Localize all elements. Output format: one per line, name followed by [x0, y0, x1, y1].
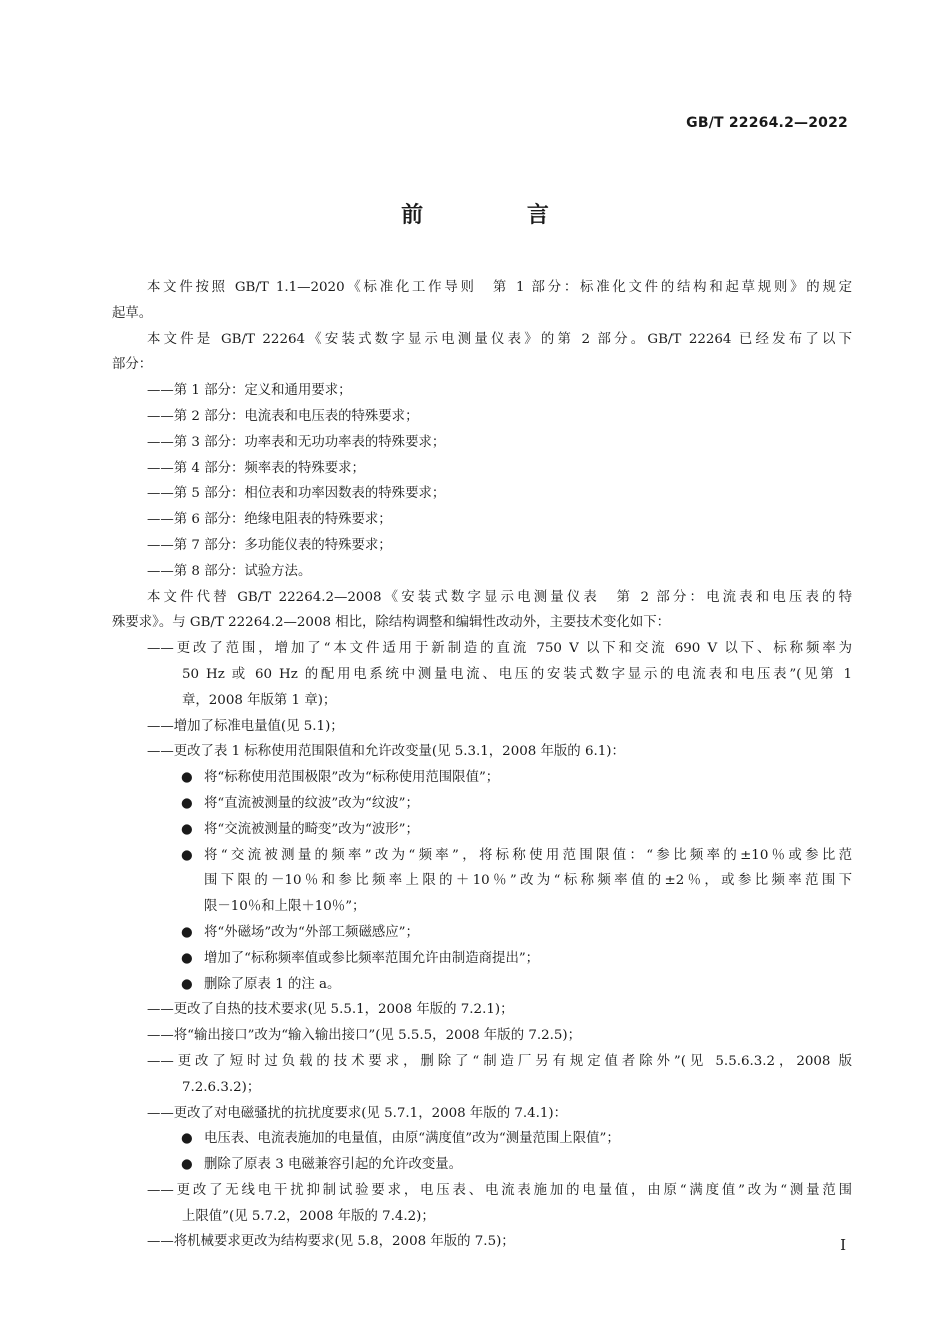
bullet-icon: ●: [181, 795, 193, 811]
bullet-text: 电压表、电流表施加的电量值，由原“满度值”改为“测量范围上限值”；: [204, 1131, 620, 1147]
bullet-text: 将“外磁场”改为“外部工频磁感应”；: [204, 924, 419, 940]
list-item: ——第 6 部分：绝缘电阻表的特殊要求；: [147, 512, 392, 528]
list-item: ——将“输出接口”改为“输入输出接口”(见 5.5.5，2008 年版的 7.2.5)；: [147, 1028, 582, 1044]
list-item: ——第 5 部分：相位表和功率因数表的特殊要求；: [147, 486, 446, 502]
bullet-item: [112, 1126, 852, 1152]
list-item: ——更改了无线电干扰抑制试验要求，电压表、电流表施加的电量值，由原“满度值”改为“测量范围: [147, 1182, 852, 1198]
paragraph-line: 殊要求》。与 GB/T 22264.2—2008 相比，除结构调整和编辑性改动外，主要技术变化如下：: [112, 615, 670, 631]
list-item: ——第 8 部分：试验方法。: [147, 563, 312, 579]
bullet-item: [112, 920, 852, 946]
bullet-icon: ●: [181, 1157, 193, 1173]
bullet-item: [112, 843, 852, 869]
bullet-text: 将“标称使用范围极限”改为“标称使用范围限值”；: [204, 770, 500, 786]
bullet-item: [112, 946, 852, 972]
list-item: ——第 3 部分：功率表和无功功率表的特殊要求；: [147, 434, 446, 450]
list-item-continuation: 上限值”(见 5.7.2，2008 年版的 7.4.2)；: [182, 1208, 435, 1224]
bullet-text: 增加了“标称频率值或参比频率范围允许由制造商提出”；: [204, 950, 540, 966]
bullet-icon: ●: [181, 847, 193, 863]
bullet-icon: ●: [181, 976, 193, 992]
list-item-continuation: 7.2.6.3.2)；: [182, 1079, 261, 1095]
paragraph-line: 本文件按照 GB/T 1.1—2020《标准化工作导则 第 1 部分：标准化文件的结构和起草规则》的规定: [147, 280, 852, 295]
bullet-icon: ●: [181, 924, 193, 940]
bullet-item: [112, 791, 852, 817]
list-item: ——第 4 部分：频率表的特殊要求；: [147, 460, 365, 476]
list-item: ——增加了标准电量值(见 5.1)；: [147, 718, 344, 734]
page-title: 前 言: [401, 203, 597, 228]
list-item: ——更改了自热的技术要求(见 5.5.1，2008 年版的 7.2.1)；: [147, 1002, 514, 1018]
bullet-continuation: 围下限的－10％和参比频率上限的＋10％”改为“标称频率值的±2％，或参比频率范围下: [204, 873, 852, 889]
list-item: ——更改了对电磁骚扰的抗扰度要求(见 5.7.1，2008 年版的 7.4.1)：: [147, 1105, 568, 1121]
list-item: ——第 1 部分：定义和通用要求；: [147, 383, 352, 399]
paragraph-line: 部分：: [112, 357, 153, 373]
paragraph-line: 本文件代替 GB/T 22264.2—2008《安装式数字显示电测量仪表 第 2 部分：电流表和电压表的特: [147, 589, 852, 605]
bullet-item: [112, 972, 852, 998]
page-number: I: [840, 1236, 846, 1254]
foreword-body: [112, 275, 852, 1255]
bullet-text: 删除了原表 1 的注 a。: [204, 976, 341, 992]
bullet-text: 将“交流被测量的频率”改为“频率”，将标称使用范围限值：“参比频率的±10％或参比范: [204, 847, 852, 863]
bullet-item: [112, 1152, 852, 1178]
list-item-continuation: 章，2008 年版第 1 章)；: [182, 692, 337, 708]
list-item: ——第 2 部分：电流表和电压表的特殊要求；: [147, 408, 419, 424]
bullet-icon: ●: [181, 1131, 193, 1147]
bullet-item: [112, 817, 852, 843]
bullet-icon: ●: [181, 821, 193, 837]
list-item: ——更改了短时过负载的技术要求，删除了“制造厂另有规定值者除外”(见 5.5.6.3.2，2008 版: [147, 1053, 852, 1069]
paragraph-line: 本文件是 GB/T 22264《安装式数字显示电测量仪表》的第 2 部分。GB/T 22264 已经发布了以下: [147, 331, 852, 347]
paragraph-line: 起草。: [112, 305, 153, 321]
list-item: ——第 7 部分：多功能仪表的特殊要求；: [147, 537, 392, 553]
list-item: ——将机械要求更改为结构要求(见 5.8，2008 年版的 7.5)；: [147, 1234, 515, 1250]
bullet-icon: ●: [181, 950, 193, 966]
bullet-icon: ●: [181, 770, 193, 786]
standard-code: GB/T 22264.2—2022: [686, 115, 848, 131]
bullet-continuation: 限－10％和上限＋10％”；: [204, 899, 366, 915]
bullet-item: [112, 765, 852, 791]
bullet-text: 将“直流被测量的纹波”改为“纹波”；: [204, 795, 419, 811]
list-item: ——更改了表 1 标称使用范围限值和允许改变量(见 5.3.1，2008 年版的 6.1)：: [147, 744, 625, 760]
list-item-continuation: 50 Hz 或 60 Hz 的配用电系统中测量电流、电压的安装式数字显示的电流表和电压表”(见第 1: [182, 666, 852, 682]
bullet-text: 将“交流被测量的畸变”改为“波形”；: [204, 821, 419, 837]
bullet-text: 删除了原表 3 电磁兼容引起的允许改变量。: [204, 1157, 463, 1173]
list-item: ——更改了范围，增加了“本文件适用于新制造的直流 750 V 以下和交流 690 V 以下、标称频率为: [147, 641, 852, 657]
